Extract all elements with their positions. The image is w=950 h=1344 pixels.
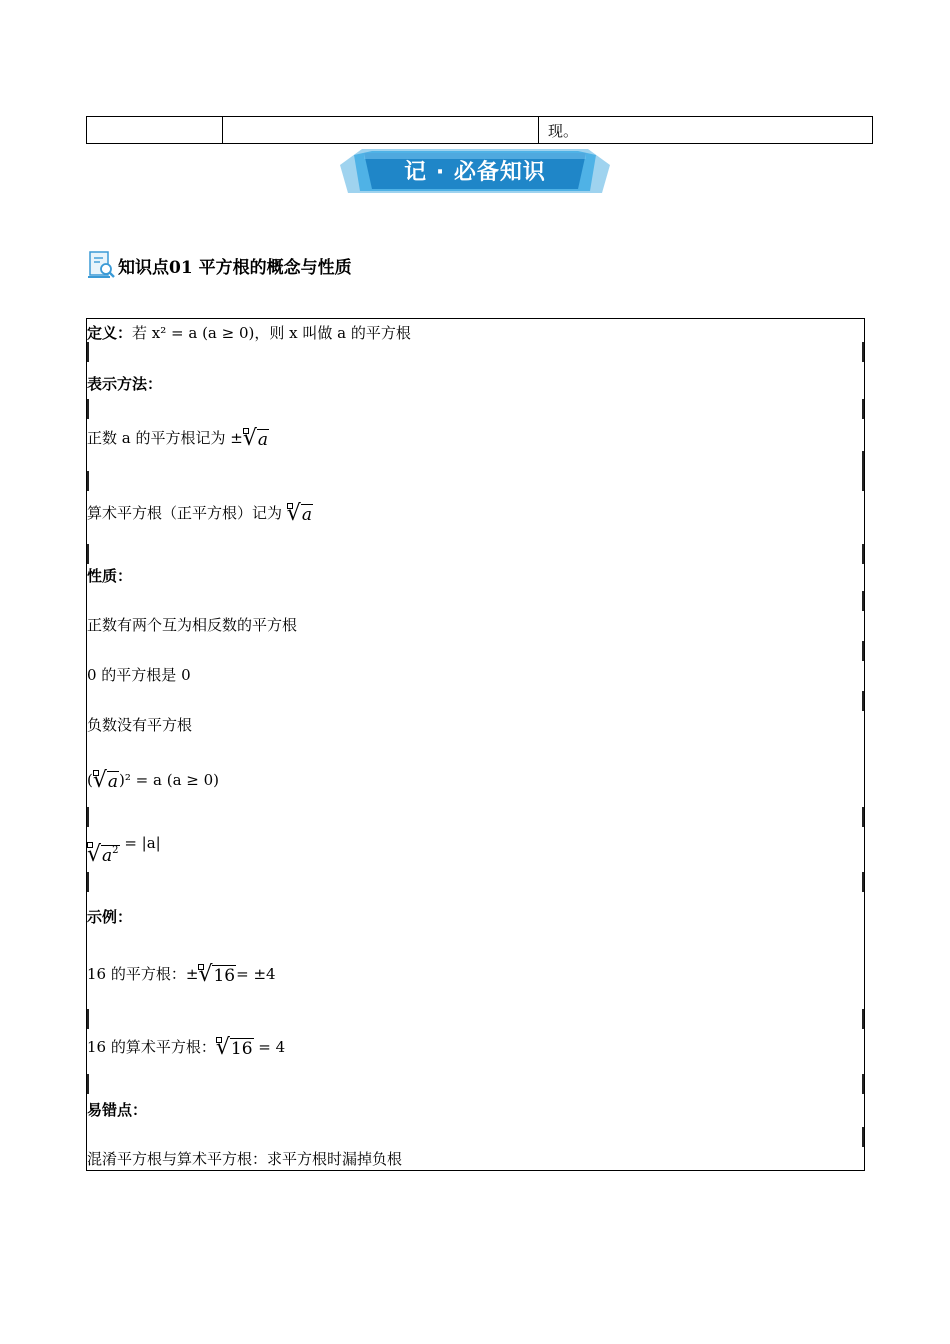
notation-line-2: 算术平方根（正平方根）记为 √a (87, 501, 312, 526)
radical-expression: √16 (215, 1035, 253, 1060)
mistakes-label: 易错点： (87, 1101, 148, 1119)
table-border-mark (862, 591, 864, 611)
banner-title: 记 · 必备知识 (404, 160, 546, 185)
property-item: 0 的平方根是 0 (87, 666, 191, 684)
table-cell-text: 现。 (548, 122, 579, 140)
property-item: ( √a)² = a (a ≥ 0) (87, 768, 220, 793)
table-border-mark (862, 872, 864, 892)
table-border-mark (87, 872, 89, 892)
table-border-mark (862, 399, 864, 419)
table-border-mark (87, 399, 89, 419)
radical-expression: √a (242, 426, 268, 451)
table-border-mark (87, 1074, 89, 1094)
table-border-mark (87, 1009, 89, 1029)
table-border-mark (862, 641, 864, 661)
knowledge-point-title: 知识点01 平方根的概念与性质 (118, 258, 352, 278)
table-border-mark (862, 544, 864, 564)
table-border-mark (862, 1074, 864, 1094)
property-item: 负数没有平方根 (87, 716, 193, 734)
radical-expression: √a (286, 501, 312, 526)
notation-label: 表示方法： (87, 375, 163, 393)
knowledge-point-heading (87, 248, 352, 280)
table-border-mark (862, 807, 864, 827)
radical-expression: √a (92, 768, 119, 793)
definition-line (87, 323, 411, 343)
section-banner (340, 147, 610, 199)
table-border-mark (862, 691, 864, 711)
table-border-mark (862, 1009, 864, 1029)
table-border-mark (87, 544, 89, 564)
definition-text: 若 x² = a (a ≥ 0)，则 x 叫做 a 的平方根 (132, 324, 411, 342)
table-border-mark (87, 807, 89, 827)
radical-expression: $√a^2$ (87, 842, 119, 867)
notation-line-1: 正数 a 的平方根记为 ± √a (87, 426, 268, 451)
property-item: $√a^2 = |a|$ (87, 834, 161, 867)
content-box (86, 318, 865, 1171)
table-border-mark (862, 1127, 864, 1147)
example-label: 示例： (87, 908, 133, 926)
header-table-row (86, 116, 873, 144)
example-item: 16 的算术平方根： √16 = 4 (87, 1035, 286, 1060)
definition-label: 定义： (87, 324, 133, 342)
example-item: 16 的平方根：± √16= ±4 (87, 962, 276, 987)
table-border-mark (862, 471, 864, 491)
radical-expression: √16 (198, 962, 236, 987)
mistake-item: 混淆平方根与算术平方根：求平方根时漏掉负根 (87, 1150, 403, 1168)
table-cell (223, 117, 539, 143)
table-border-mark (862, 342, 864, 362)
table-cell (87, 117, 223, 143)
document-search-icon (87, 250, 117, 280)
table-border-mark (87, 471, 89, 491)
property-item: 正数有两个互为相反数的平方根 (87, 616, 298, 634)
table-border-mark (87, 342, 89, 362)
properties-label: 性质： (87, 567, 133, 585)
table-border-mark (862, 451, 864, 471)
